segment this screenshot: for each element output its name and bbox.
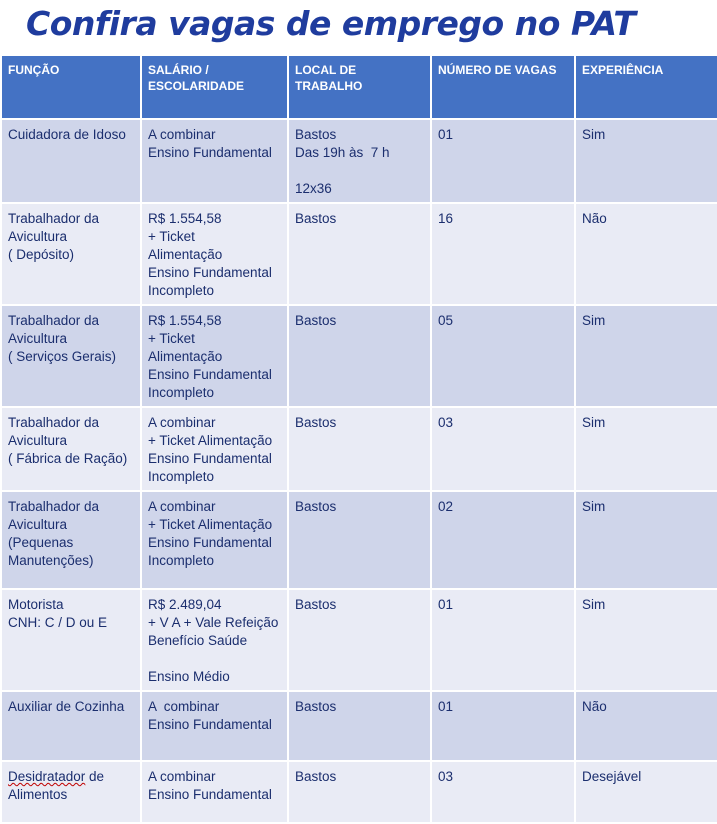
cell-text: 16 (438, 211, 454, 226)
cell-text-line: Manutenções) (8, 553, 94, 568)
table-row (1, 203, 717, 305)
cell-text-line: 12x36 (295, 181, 332, 196)
cell-text-line: Trabalhador da (8, 211, 100, 226)
cell-text-line: + Ticket Alimentação (148, 433, 273, 448)
cell-text-line: A combinar (148, 699, 220, 714)
cell-text: 02 (438, 499, 454, 514)
cell-text-line: Ensino Fundamental (148, 265, 272, 280)
cell-text-line: Ensino Fundamental (148, 717, 272, 732)
cell-salario (141, 491, 288, 589)
cell-text-line: Bastos (295, 769, 337, 784)
table-row (1, 589, 717, 691)
cell-text-line: + V A + Vale Refeição (148, 615, 279, 630)
cell-text-line: Motorista (8, 597, 64, 612)
cell-text-line: Bastos (295, 499, 337, 514)
cell-text-line: + Ticket (148, 229, 195, 244)
cell-salario (141, 761, 288, 823)
cell-funcao (1, 305, 141, 407)
cell-text-line: Incompleto (148, 385, 215, 400)
cell-text-line: Ensino Fundamental (148, 787, 272, 802)
cell-text-line: R$ 2.489,04 (148, 597, 222, 612)
cell-salario (141, 589, 288, 691)
cell-text: Desejável (582, 769, 642, 784)
cell-text-line: Das 19h às 7 h (295, 145, 390, 160)
cell-funcao (1, 119, 141, 203)
cell-text-line: Bastos (295, 313, 337, 328)
cell-text-line: Bastos (295, 127, 337, 142)
cell-text-line: Alimentação (148, 349, 223, 364)
cell-local (288, 119, 431, 203)
cell-funcao (1, 691, 141, 761)
header-vagas: NÚMERO DE VAGAS (431, 55, 575, 119)
cell-salario (141, 203, 288, 305)
cell-local (288, 491, 431, 589)
cell-text: 01 (438, 699, 454, 714)
cell-text: 03 (438, 415, 454, 430)
cell-text-line: Alimentação (148, 247, 223, 262)
cell-text-line: (Pequenas (8, 535, 74, 550)
cell-experiencia (575, 491, 717, 589)
cell-text: 05 (438, 313, 454, 328)
cell-text: 01 (438, 127, 454, 142)
header-experiencia: EXPERIÊNCIA (575, 55, 717, 119)
cell-text-line: ( Fábrica de Ração) (8, 451, 128, 466)
cell-text-line: Incompleto (148, 553, 215, 568)
cell-text-line: A combinar (148, 499, 216, 514)
cell-text-line: R$ 1.554,58 (148, 211, 222, 226)
table-row (1, 305, 717, 407)
cell-experiencia (575, 119, 717, 203)
cell-funcao (1, 589, 141, 691)
cell-vagas (431, 407, 575, 491)
cell-funcao (1, 407, 141, 491)
cell-text-line: Trabalhador da (8, 415, 100, 430)
cell-local (288, 589, 431, 691)
cell-text-line: CNH: C / D ou E (8, 615, 108, 630)
cell-text: Não (582, 699, 607, 714)
cell-vagas (431, 305, 575, 407)
cell-vagas (431, 761, 575, 823)
cell-vagas (431, 589, 575, 691)
cell-text-line: Incompleto (148, 469, 215, 484)
cell-text-line: Ensino Fundamental (148, 535, 272, 550)
cell-text-line: Avicultura (8, 331, 68, 346)
header-funcao: FUNÇÃO (1, 55, 141, 119)
cell-text-line: R$ 1.554,58 (148, 313, 222, 328)
header-salario: SALÁRIO / ESCOLARIDADE (141, 55, 288, 119)
cell-vagas (431, 119, 575, 203)
cell-text-line: + Ticket (148, 331, 195, 346)
cell-salario (141, 119, 288, 203)
cell-text: Sim (582, 597, 606, 612)
cell-text-line: Incompleto (148, 283, 215, 298)
cell-text-line: Desidratador de (8, 769, 105, 784)
cell-text-line: Cuidadora de Idoso (8, 127, 126, 142)
cell-experiencia (575, 589, 717, 691)
table-row (1, 407, 717, 491)
cell-text: 01 (438, 597, 454, 612)
table-row (1, 761, 717, 823)
cell-local (288, 407, 431, 491)
cell-text: Sim (582, 499, 606, 514)
page-title: Confira vagas de emprego no PAT (26, 4, 636, 43)
cell-text-line: Trabalhador da (8, 499, 100, 514)
cell-text-line: Benefício Saúde (148, 633, 248, 648)
cell-text-line: Ensino Fundamental (148, 367, 272, 382)
cell-text: Sim (582, 313, 606, 328)
cell-text-line: ( Depósito) (8, 247, 75, 262)
cell-text-line: + Ticket Alimentação (148, 517, 273, 532)
cell-text-line: Avicultura (8, 229, 68, 244)
cell-text: 03 (438, 769, 454, 784)
cell-text: Sim (582, 415, 606, 430)
cell-vagas (431, 203, 575, 305)
cell-salario (141, 407, 288, 491)
table-row (1, 119, 717, 203)
cell-funcao (1, 761, 141, 823)
title-bar (0, 0, 717, 54)
cell-funcao (1, 203, 141, 305)
cell-text: Sim (582, 127, 606, 142)
job-table (0, 54, 717, 824)
cell-text-line: Avicultura (8, 433, 68, 448)
cell-experiencia (575, 761, 717, 823)
cell-experiencia (575, 407, 717, 491)
cell-text-line: ( Serviços Gerais) (8, 349, 117, 364)
cell-text-line: Bastos (295, 699, 337, 714)
cell-text: Não (582, 211, 607, 226)
cell-text-line: Ensino Fundamental (148, 145, 272, 160)
cell-text-line: Trabalhador da (8, 313, 100, 328)
cell-text-line (148, 650, 281, 668)
cell-vagas (431, 691, 575, 761)
cell-experiencia (575, 305, 717, 407)
cell-text-line (295, 162, 424, 180)
cell-text-line: Avicultura (8, 517, 68, 532)
cell-text-line: Bastos (295, 211, 337, 226)
cell-text-line: Ensino Fundamental (148, 451, 272, 466)
cell-text-line: Bastos (295, 415, 337, 430)
cell-local (288, 203, 431, 305)
header-local: LOCAL DE TRABALHO (288, 55, 431, 119)
cell-text-line: Auxiliar de Cozinha (8, 699, 125, 714)
cell-local (288, 761, 431, 823)
table-row (1, 691, 717, 761)
cell-local (288, 691, 431, 761)
cell-text-line: Alimentos (8, 787, 68, 802)
cell-local (288, 305, 431, 407)
table-header-row (1, 55, 717, 119)
cell-salario (141, 305, 288, 407)
cell-experiencia (575, 691, 717, 761)
table-row (1, 491, 717, 589)
cell-text-line: A combinar (148, 127, 216, 142)
cell-experiencia (575, 203, 717, 305)
cell-funcao (1, 491, 141, 589)
cell-text-line: A combinar (148, 415, 216, 430)
cell-salario (141, 691, 288, 761)
cell-text-line: Bastos (295, 597, 337, 612)
cell-text-line: A combinar (148, 769, 216, 784)
cell-vagas (431, 491, 575, 589)
cell-text-line: Ensino Médio (148, 669, 230, 684)
